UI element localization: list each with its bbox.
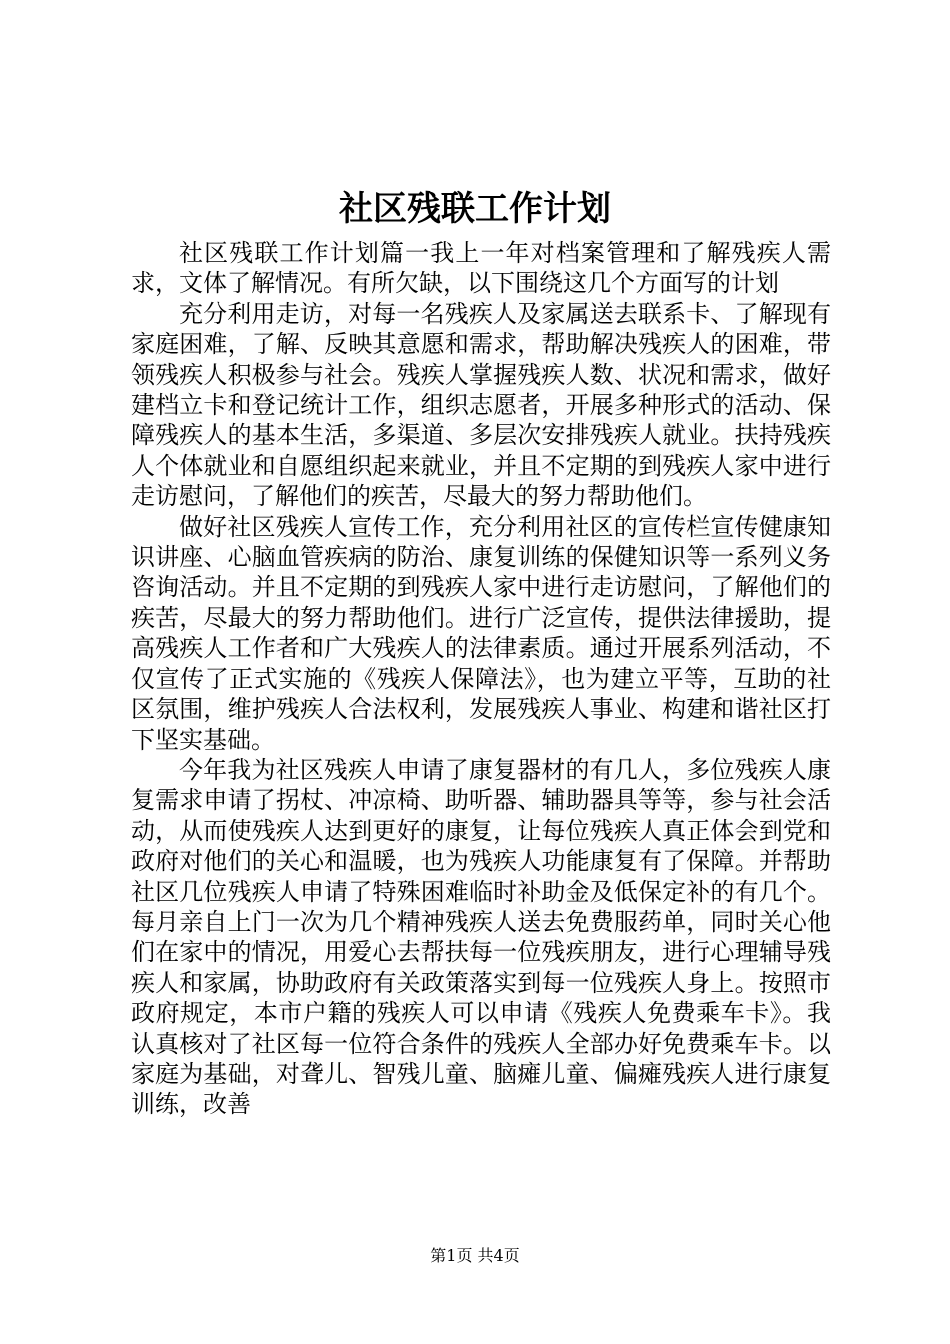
paragraph: 社区残联工作计划篇一我上一年对档案管理和了解残疾人需求，文体了解情况。有所欠缺，以下围绕这几个方面写的计划 [131, 239, 831, 298]
paragraph: 做好社区残疾人宣传工作，充分利用社区的宣传栏宣传健康知识讲座、心脑血管疾病的防治、康复训练的保健知识等一系列义务咨询活动。并且不定期的到残疾人家中进行走访慰问，了解他们的疾苦，尽最大的努力帮助他们。进行广泛宣传，提供法律援助，提高残疾人工作者和广大残疾人的法律素质。通过开展系列活动，不仅宣传了正式实施的《残疾人保障法》，也为建立平等，互助的社区氛围，维护残疾人合法权利，发展残疾人事业、构建和谐社区打下坚实基础。 [131, 512, 831, 754]
document-title: 社区残联工作计划 [339, 189, 611, 229]
document-body [131, 238, 831, 1120]
paragraph: 充分利用走访，对每一名残疾人及家属送去联系卡、了解现有家庭困难，了解、反映其意愿和需求，帮助解决残疾人的困难，带领残疾人积极参与社会。残疾人掌握残疾人数、状况和需求，做好建档立卡和登记统计工作，组织志愿者，开展多种形式的活动、保障残疾人的基本生活，多渠道、多层次安排残疾人就业。扶持残疾人个体就业和自愿组织起来就业，并且不定期的到残疾人家中进行走访慰问，了解他们的疾苦，尽最大的努力帮助他们。 [131, 299, 831, 511]
paragraph: 今年我为社区残疾人申请了康复器材的有几人，多位残疾人康复需求申请了拐杖、冲凉椅、助听器、辅助器具等等，参与社会活动，从而使残疾人达到更好的康复，让每位残疾人真正体会到党和政府对他们的关心和温暖，也为残疾人功能康复有了保障。并帮助社区几位残疾人申请了特殊困难临时补助金及低保定补的有几个。每月亲自上门一次为几个精神残疾人送去免费服药单，同时关心他们在家中的情况，用爱心去帮扶每一位残疾朋友，进行心理辅导残疾人和家属，协助政府有关政策落实到每一位残疾人身上。按照市政府规定，本市户籍的残疾人可以申请《残疾人免费乘车卡》。我认真核对了社区每一位符合条件的残疾人全部办好免费乘车卡。以家庭为基础，对聋儿、智残儿童、脑瘫儿童、偏瘫残疾人进行康复训练，改善 [131, 755, 831, 1119]
page-footer: 第1页 共4页 [430, 1246, 520, 1265]
